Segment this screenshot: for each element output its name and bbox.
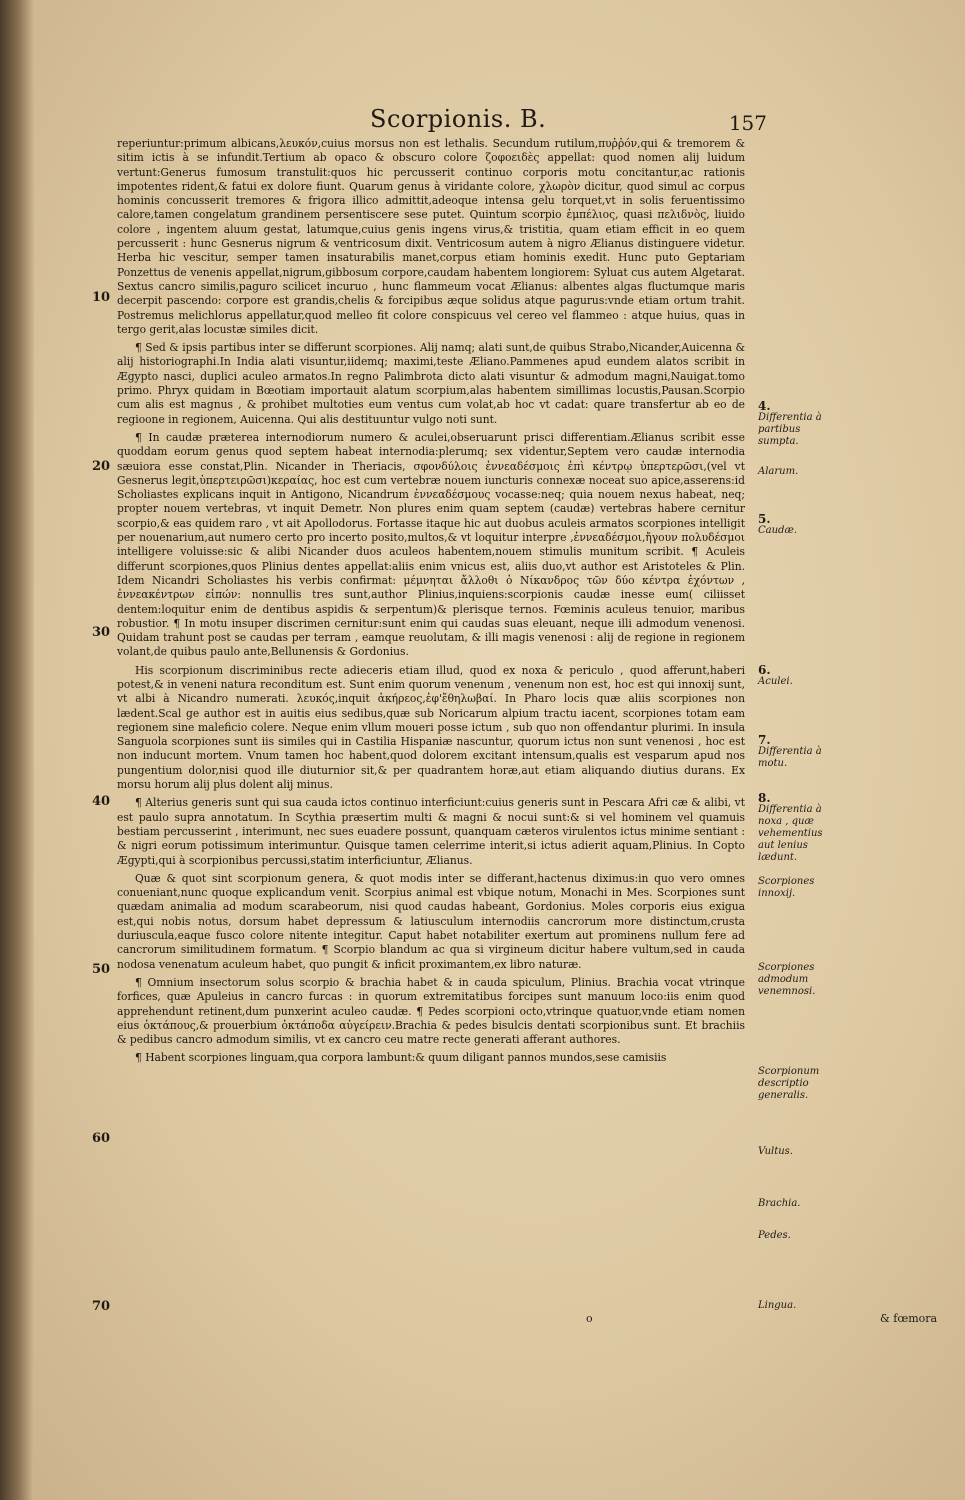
book-spine	[0, 0, 34, 1500]
margin-note	[758, 400, 828, 448]
margin-note-text: Lingua.	[758, 1300, 797, 1311]
margin-note	[758, 962, 828, 998]
margin-note-text: Differentia à partibus sumpta.	[758, 412, 822, 447]
paragraph-1: reperiuntur:primum albicans,λευκόν,cuius morsus non est lethalis. Secundum rutilum,πυῤῥόν,qui & tremorem & sitim ictis à se infundit.Tertium ab opaco & obscuro colore ζοφοειδὲς appellat: quod nomen alij luidum vertunt:Generus fumosum transtulit:quos hic percusserit continuo corporis motu concitantur,ac rationis impotentes rident,& fatui ex dolore fiunt. Quarum genus à viridante colore, χλωρὸν dicitur, quod simul ac corpus hominis concusserit tremores & frigora illico admittit,adeoque intensa gelu torquet,vt in solis feruentissimo calore,tamen congelatum grandinem persentiscere sese putet. Quintum scorpio ἐμπέλιος, quasi πελιδνὸς, liuido colore , ingentem aluum gestat, latumque,cuius genis ingens virus,& tristitia, quam etiam efficit in eo quem percusserit : hunc Gesnerus nigrum & ventricosum dixit. Ventricosum autem à nigro Ælianus distinguere videtur. Herba hic vescitur, semper tamen insaturabilis manet,corpus etiam hominis exedit. Hunc puto Geptariam Ponzettus de venenis appellat,nigrum,gibbosum corpore,caudam habentem longiorem: Syluat cus autem Algetarat. Sextus cancro similis,paguro scilicet incuruo , hunc flammeum vocat Ælianus: albentes algas fluctumque maris decerpit pascendo: corpore est grandis,chelis & forcipibus æque solidus atque pagurus:vnde etiam ortum trahit. Postremus melichlorus appellatur,quod melleo fit colore conspicuus vel cereo vel flammeo : atque huius, quas in tergo gerit,alas locustæ similes dicit.	[117, 137, 745, 336]
line-number-30: 30	[92, 625, 111, 640]
line-number-40: 40	[92, 794, 111, 809]
signature-mark: o	[586, 1312, 593, 1325]
line-number-20: 20	[92, 459, 111, 474]
margin-note	[758, 792, 828, 864]
paragraph-7: ¶ Omnium insectorum solus scorpio & brachia habet & in cauda spiculum, Plinius. Brachia vocat vtrinque forfices, quæ Apuleius in cancro furcas : in quorum extremitatibus forcipes sunt manuum loco:iis enim quod apprehendunt retinent,dum punxerint aculeo caudæ. ¶ Pedes scorpioni octo,vtrinque quatuor,vnde etiam nomen eius ὀκτάπους,& prouerbium ὀκτάποδα αὐγείρειν.Brachia & pedes bisulcis dentati scorpionibus sunt. Et brachiis & pedibus cancro admodum similis, vt ex cancro ceu matre recte generati afferant authores.	[117, 975, 745, 1047]
margin-note-text: Alarum.	[758, 466, 799, 477]
line-number-60: 60	[92, 1131, 111, 1146]
margin-note	[758, 1066, 828, 1102]
margin-note-text: Caudæ.	[758, 525, 798, 536]
margin-note-number: 6.	[758, 663, 771, 677]
paragraph-3: ¶ In caudæ præterea internodiorum numero & aculei,obseruarunt prisci differentiam.Ælianus scribit esse quoddam eorum genus quod septem habeat internodia:plerumq; sex videntur,Septem vero caudæ internodia sæuiora esse constat,Plin. Nicander in Theriacis, σφονδύλοις ἐννεαδέσμοις ἐπὶ κέντρῳ ὑπερτερῶσι,(vel vt Gesnerus legit,ὑπερτειρῶσι)κεραίας, hoc est cum vertebræ nouem iuncturis connexæ noceat suo apice,asserens:id Scholiastes explicans inquit in Antigono, Nicandrum ἐννεαδέσμους vocasse:neq; quia nouem nexus habeat, neq; propter nouem vertebras, vt inquit Demetr. Non plures enim quam septem (caudæ) vertebras habere cernitur scorpio,& eas quidem raro , vt ait Apollodorus. Fortasse itaque hic aut duobus aculeis armatos scorpiones intelligit per nouenarium,aut numero certo pro incerto posito,multos,& vt loquitur interpre ,ἐννεαδέσμοι,ἤγουν πολυδέσμοι intelligere voluisse:sic & alibi Nicander duos aculeos habentem,nouem stimulis munitum scribit. ¶ Aculeis differunt scorpiones,quos Plinius dentes appellat:aliis enim vnicus est, aliis duo,vt author est Aristoteles & Plin. Idem Nicandri Scholiastes his verbis confirmat: μέμνηται ἄλλοθι ὁ Νίκανδρος τῶν δύο κέντρα ἐχόντων , ἐννεακέντρων εἰπών: nonnullis tres sunt,author Plinius,inquiens:scorpionis caudæ inesse eum( ciliisset dentem:loquitur enim de dentibus aspidis & serpentum)& plerisque ternos. Fœminis aculeus tenuior, maribus robustior. ¶ In motu insuper discrimen cernitur:sunt enim qui caudas suas eleuant, neque illi admodum venenosi. Quidam trahunt post se caudas per terram , eamque reuolutam, & illi magis venenosi : alij de regione in regionem volant,de quibus paulo ante,Bellunensis & Gordonius.	[117, 430, 745, 659]
line-number-70: 70	[92, 1299, 111, 1314]
margin-note-text: Pedes.	[758, 1230, 791, 1241]
paragraph-6: Quæ & quot sint scorpionum genera, & quot modis inter se differant,hactenus diximus:in quo vero omnes conueniant,nunc quoque explicandum venit. Scorpius animal est vbique notum, Monachi in Mes. Scorpiones sunt quædam animalia ad modum scarabeorum, nisi quod caudas habeant, Gordonius. Moles corporis eius exigua est,qui nobis notus, dorsum habet depressum & latiusculum internodiis cancrorum more distinctum,crusta duriuscula,eaque fusco colore nitente integitur. Caput habet notabiliter exertum aut prominens nullum fere ad cancrorum similitudinem formatum. ¶ Scorpio blandum ac qua si virgineum dicitur habere vultum,sed in cauda nodosa venenatum aculeum habet, quo pungit & inficit proximantem,ex libro naturæ.	[117, 871, 745, 971]
margin-note	[758, 734, 828, 770]
margin-note-text: Differentia à noxa , quæ vehementius aut lenius lædunt.	[758, 804, 823, 863]
margin-note-number: 7.	[758, 733, 771, 747]
margin-note	[758, 1230, 828, 1242]
margin-note	[758, 466, 828, 478]
paragraph-8: ¶ Habent scorpiones linguam,qua corpora lambunt:& quum diligant pannos mundos,sese camisiis	[135, 1051, 667, 1065]
margin-note-number: 8.	[758, 791, 771, 805]
margin-note	[758, 1146, 828, 1158]
margin-note	[758, 1198, 828, 1210]
margin-note-text: Brachia.	[758, 1198, 801, 1209]
line-number-10: 10	[92, 290, 111, 305]
margin-note-text: Scorpionum descriptio generalis.	[758, 1066, 820, 1101]
margin-note	[758, 513, 828, 537]
margin-note-text: Scorpiones admodum venemnosi.	[758, 962, 816, 997]
page-number: 157	[728, 111, 767, 135]
margin-note-number: 4.	[758, 399, 771, 413]
margin-note	[758, 1300, 828, 1312]
margin-note-text: Scorpiones innoxij.	[758, 876, 815, 899]
paragraph-4: His scorpionum discriminibus recte adieceris etiam illud, quod ex noxa & periculo , quod afferunt,haberi potest,& in veneni natura reconditum est. Sunt enim quorum venenum , venenum non est, hoc est qui innoxij sunt, vt albi à Nicandro numerati. λευκός,inquit ἀκήρεος,ἐφ'ἔθηλωβαί. In Pharo locis quæ aliis scorpiones non lædent.Scal ge author est in auitis eius sedibus,quæ sub Noricarum alpium tractu iacent, scorpiones totam eam regionem sine maleficio colere. Neque enim vllum moueri posse ictum , sub quo non offendantur plurimi. In insula Sanguola scorpiones sunt iis similes qui in Castilia Hispaniæ nascuntur, quorum ictus non sunt venenosi , hoc est non inducunt mortem. Vnum tamen hoc habent,quod dolorem excitant intensum,qualis est vesparum apud nos pungentium dolor,nisi quod ille diuturnior sit,& per quadrantem horæ,aut etiam aliquando diutius durans. Ex morsu horum alij plus dolent alij minus.	[117, 663, 745, 792]
margin-note	[758, 664, 828, 688]
main-text-column	[117, 137, 745, 1070]
margin-note	[758, 876, 828, 900]
paragraph-2: ¶ Sed & ipsis partibus inter se differunt scorpiones. Alij namq; alati sunt,de quibus Strabo,Nicander,Auicenna & alij historiographi.In India alati visuntur,iidemq; maximi,teste Æliano.Pammenes apud eundem alatos scribit in Ægypto nasci, duplici aculeo armatos.In regno Palimbrota dicto alati visuntur & admodum magni,Nauigat.tomo primo. Phryx quidam in Bœotiam importauit alatum scorpium,alas habentem simillimas locustis,Pausan.Scorpio cum alis est magnus , & prohibet multoties eum ventus cum volat,ab hoc vt cadat: quare transfertur ab eo de regioone in regionem, Auicenna. Qui alis destituuntur vulgo noti sunt.	[117, 341, 745, 426]
catchword: & fœmora	[880, 1312, 938, 1325]
line-number-50: 50	[92, 962, 111, 977]
paragraph-5: ¶ Alterius generis sunt qui sua cauda ictos continuo interficiunt:cuius generis sunt in Pescara Afri cæ & alibi, vt est paulo supra annotatum. In Scythia præsertim multi & magni & nocui sunt:& si vel hominem vel quamuis bestiam percusserint , interimunt, nec sues euadere possunt, quanquam cæteros virulentos ictus minime sentiant : & nigri eorum potissimum interimuntur. Quisque tamen celerrime interit,si ictus adierit aquam,Plinius. In Copto Ægypti,qui à scorpionibus percussi,statim interficiuntur, Ælianus.	[117, 796, 745, 867]
margin-note-text: Aculei.	[758, 676, 793, 687]
margin-note-text: Differentia à motu.	[758, 746, 822, 769]
margin-note-text: Vultus.	[758, 1146, 793, 1157]
margin-note-number: 5.	[758, 512, 771, 526]
page-header	[0, 105, 965, 139]
running-title: Scorpionis. B.	[370, 105, 547, 133]
